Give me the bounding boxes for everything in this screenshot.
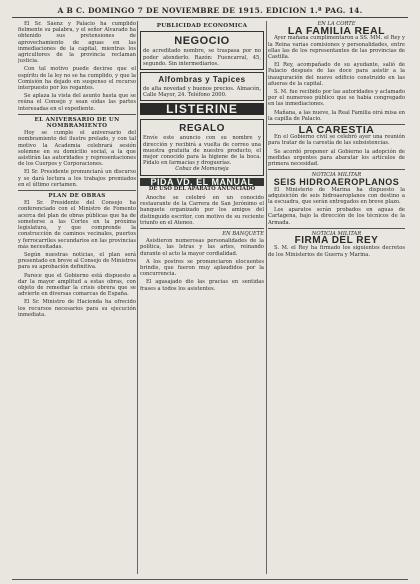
regalo-ad xyxy=(140,119,264,175)
paragraph: Anoche se celebró en un conocido restaurante de la Carrera de San Jerónimo el banquete organizado por los amigos del distinguido escritor, con motivo de su reciente triunfo en el Ateneo. xyxy=(140,194,264,226)
column-rule xyxy=(266,21,267,574)
headline: SEIS HIDROAEROPLANOS xyxy=(273,177,400,188)
section-heading: EN BANQUETE xyxy=(222,230,264,237)
paragraph: A los postres se pronunciaron elocuentes brindis, que fueron muy aplaudidos por la concurrencia. xyxy=(140,258,264,278)
paragraph: El agasajado dio las gracias en sentidas frases a todos los asistentes. xyxy=(140,279,264,292)
column-middle xyxy=(140,21,264,578)
divider xyxy=(268,169,405,170)
paragraph: En el Gobierno civil se celebró ayer una reunión para tratar de la carestía de las subsistencias. xyxy=(268,134,405,147)
paragraph: Con tal motivo puede decirse que el espíritu de la ley no se ha cumplido, y que la Comisión ha dejado en suspenso el recurso interpuesto por los regantes. xyxy=(18,66,136,92)
headline: LA FAMILIA REAL xyxy=(287,25,386,38)
manual-ad-banner: PIDA VD. EL MANUAL xyxy=(140,178,264,186)
column-rule xyxy=(137,21,138,574)
section-kicker: NOTICIA MILITAR xyxy=(311,172,362,179)
classified-ad xyxy=(140,31,264,70)
section-heading: EL ANIVERSARIO DE UN NOMBRAMIENTO xyxy=(34,116,120,130)
headline: LA CARESTIA xyxy=(298,124,375,137)
paragraph: Ayer mañana cumplimentaron a SS. MM. el Rey y la Reina varias comisiones y personalidades, entre ellas las de los representantes de las provincias de Castilla. xyxy=(268,35,405,61)
paragraph: Se acordó proponer al Gobierno la adopción de medidas urgentes para abaratar los artículos de primera necesidad. xyxy=(268,148,405,168)
paragraph: El Sr. Sáenz y Palacio ha cumplido fielmente su palabra, y el señor Alvarado ha obtenido sus pretensiones de aprovechamiento de aguas en las inmediaciones de la capital, mientras los agricultores de la provincia reclaman justicia. xyxy=(18,21,136,65)
manual-ad-subtitle: DE USO DEL APARATO ANUNCIADO xyxy=(148,185,256,192)
paragraph: Parece que el Gobierno está dispuesto a dar la mayor amplitud a estas obras, con objeto de remediar la crisis obrera que se advierte en diversas comarcas de España. xyxy=(18,272,136,298)
paragraph: Asistieron numerosas personalidades de la política, las letras y las artes, reinando durante el acto la mayor cordialidad. xyxy=(140,238,264,257)
paragraph: Hoy se cumple el aniversario del nombramiento del ilustre prelado, y con tal motivo la Academia celebrará sesión solemne en su domicilio social, a la que asistirán las autoridades y representaciones de los Cuerpos y Corporaciones. xyxy=(18,130,136,168)
column-left xyxy=(18,21,136,578)
paragraph: El Rey, acompañado de su ayudante, salió de Palacio después de las doce para asistir a la inauguración del nuevo edificio construido en las afueras de la capital. xyxy=(268,62,405,87)
paragraph: Los aparatos serán probados en aguas de Cartagena, bajo la dirección de los técnicos de la Armada. xyxy=(268,207,405,226)
header-rule xyxy=(12,17,408,18)
divider xyxy=(18,114,136,115)
page-header: A B C. DOMINGO 7 DE NOVIEMBRE DE 1915. EDICION 1.ª PAG. 14. xyxy=(57,6,363,15)
ad-title: Alfombras y Tapices xyxy=(158,74,246,84)
paragraph: Mañana, a las nueve, la Real Familia oirá misa en la capilla de Palacio. xyxy=(268,109,405,122)
ad-title: NEGOCIO xyxy=(174,35,230,48)
paragraph: El Ministerio de Marina ha dispuesto la adquisición de seis hidroaeroplanos con destino a la escuadra, que serán entregados en breve plazo. xyxy=(268,186,405,206)
paragraph: Se aplaza la vista del asunto hasta que se reúna el Consejo y sean oídas las partes interesadas en el expediente. xyxy=(18,93,136,112)
listerine-ad-banner: LISTERINE xyxy=(140,103,264,115)
ad-text: Envíe este anuncio con su nombre y dirección y recibirá a vuelta de correo una muestra gratuita de nuestro producto, el mejor conocido para la higiene de la boca. Pídalo en farmacias y droguerías. xyxy=(143,135,261,167)
section-kicker: EN LA CORTE xyxy=(317,21,356,27)
divider xyxy=(140,228,264,229)
section-heading: PLAN DE OBRAS xyxy=(48,193,106,200)
ads-heading: PUBLICIDAD ECONOMICA xyxy=(156,23,248,29)
divider xyxy=(268,228,405,229)
classified-ad xyxy=(140,72,264,101)
section-kicker: NOTICIA MILITAR xyxy=(311,230,362,237)
column-right xyxy=(268,21,405,578)
paragraph: S. M. el Rey ha firmado los siguientes decretos de los Ministerios de Guerra y Marina. xyxy=(268,245,405,258)
divider xyxy=(18,190,136,191)
paragraph: El Sr. Ministro de Hacienda ha ofrecido los recursos necesarios para su ejecución inmediata. xyxy=(18,299,136,318)
paragraph: Según nuestras noticias, el plan será presentado en breve al Consejo de Ministros para su aprobación definitiva. xyxy=(18,251,136,271)
ad-text: de acreditado nombre, se traspasa por no poder atenderlo. Razón: Fuencarral, 45, segundo. Sin intermediarios. xyxy=(143,48,261,67)
headline: FIRMA DEL REY xyxy=(294,235,379,247)
paragraph: El Sr. Presidente pronunciará un discurso y se dará lectura a los trabajos premiados en el último certamen. xyxy=(18,169,136,188)
paragraph: S. M. fue recibido por las autoridades y aclamado por el numeroso público que se había congregado en las inmediaciones. xyxy=(268,89,405,108)
footer-rule xyxy=(12,579,408,580)
paragraph: El Sr. Presidente del Consejo ha conferenciado con el Ministro de Fomento acerca del plan de obras públicas que ha de someterse a las Cortes en la próxima legislatura, y que comprende la construcción de caminos vecinales, puertos y ferrocarriles secundarios en las provincias más necesitadas. xyxy=(18,200,136,250)
ad-text: de alta novedad y buenos precios. Almacén, Calle Mayor, 24. Teléfono 2000. xyxy=(143,85,261,98)
ad-title: REGALO xyxy=(179,123,225,135)
ad-footer: Cobaz de Momaneja xyxy=(175,166,229,173)
